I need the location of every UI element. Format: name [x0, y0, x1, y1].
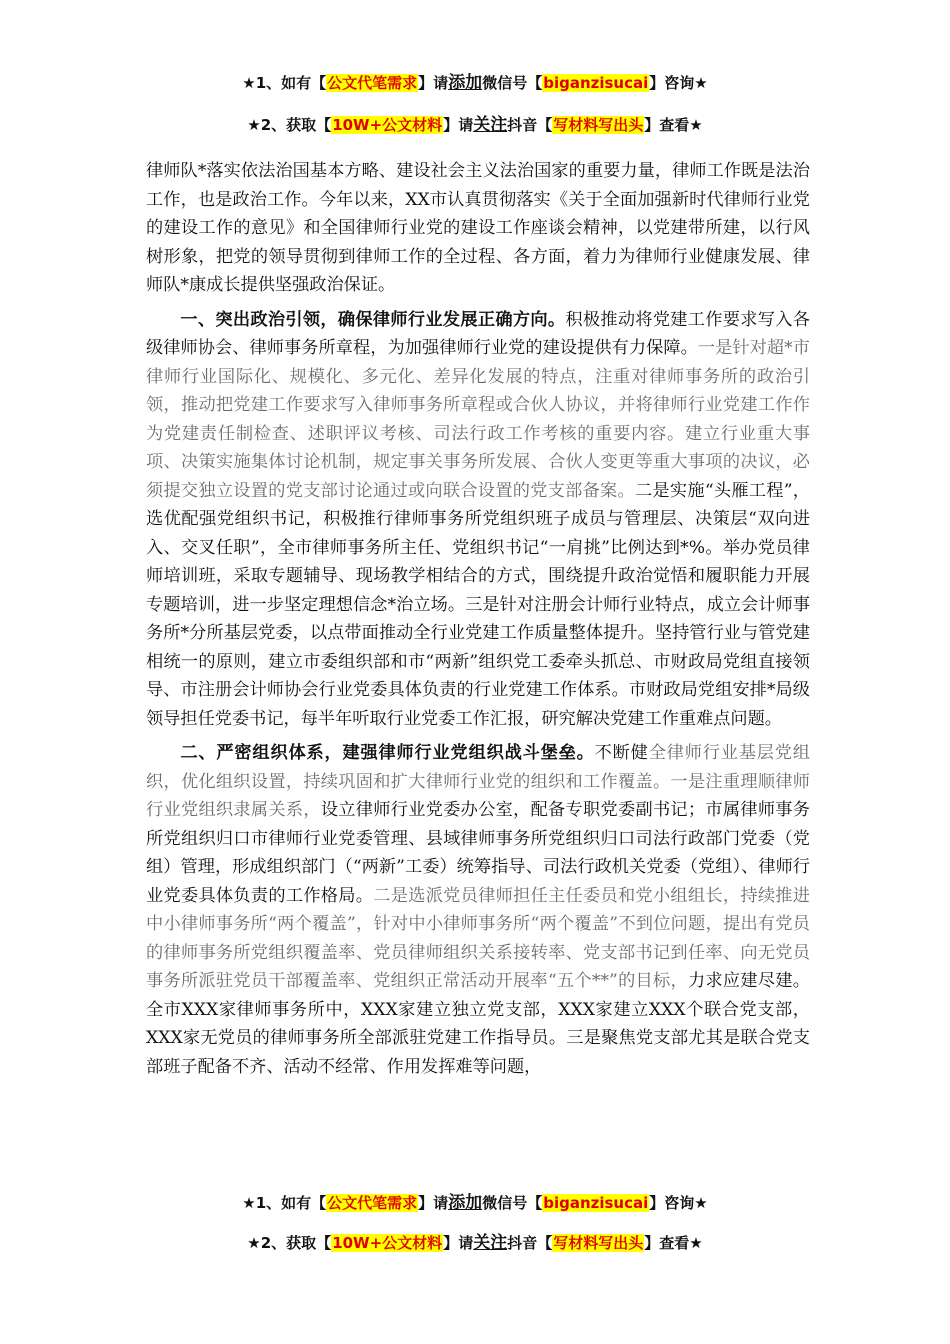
section-2-text-end: 力求应建尽建。全市XXX家律师事务所中，XXX家建立独立党支部，XXX家建立XXX个联合党支部，XXX家无党员的律师事务所全部派驻党建工作指导员。三是聚焦党支部尤其是联合党支部班子配备不齐、活动不经常、作用发挥难等问题，	[146, 971, 810, 1077]
banner-text: 抖音【	[507, 116, 553, 134]
top-banner-consult	[0, 68, 950, 93]
section-1-paragraph	[146, 306, 810, 734]
section-2-text: 不断健	[594, 743, 649, 763]
section-2-paragraph	[146, 739, 810, 1081]
banner-text: 】请	[418, 74, 449, 92]
highlight-douyin-account: 写材料写出头	[553, 116, 644, 134]
bottom-banner-materials	[0, 1228, 950, 1253]
banner-suffix: 】咨询★	[649, 74, 708, 92]
banner-text: 】请	[418, 1194, 449, 1212]
underlined-add: 添加	[448, 1193, 483, 1213]
banner-prefix: ★1、如有【	[242, 74, 327, 92]
highlight-douyin-account: 写材料写出头	[553, 1234, 644, 1252]
section-2-heading: 二、严密组织体系，建强律师行业党组织战斗堡垒。	[180, 743, 595, 763]
highlight-ghostwriting: 公文代笔需求	[327, 1194, 418, 1212]
banner-text: 】请	[443, 116, 474, 134]
banner-suffix: 】查看★	[644, 116, 703, 134]
section-1-heading: 一、突出政治引领，确保律师行业发展正确方向。	[180, 309, 566, 330]
section-1-text-gray: 一是针对超*市律师行业国际化、规模化、多元化、差异化发展的特点，注重对律师事务所的政治引领，推动把党建工作要求写入律师事务所章程或合伙人协议，并将律师行业党建工作作为党建责任制检查、述职评议考核、司法行政工作考核的重要内容。建立行业重大事项、决策实施集体讨论机制，规定事关事务所发展、合伙人变更等重大事项的决议，必须提交独立设置的党支部讨论通过或向联合设置的党支部备案。	[146, 338, 810, 501]
highlight-materials: 10W+公文材料	[332, 1234, 443, 1252]
highlight-wechat-id: biganzisucai	[543, 1194, 649, 1212]
banner-prefix: ★1、如有【	[242, 1194, 327, 1212]
bottom-banner-consult	[0, 1188, 950, 1213]
banner-text: 微信号【	[482, 74, 543, 92]
underlined-follow: 关注	[473, 115, 508, 135]
banner-suffix: 】查看★	[644, 1234, 703, 1252]
banner-prefix: ★2、获取【	[247, 1234, 332, 1252]
section-1-text: 积极推动将党建工作要求写入各级律师协会、律师事务所章程，为加强律师行业党的建设提供有力保障。	[146, 309, 810, 358]
section-1-text-cont: 二是实施“头雁工程”，选优配强党组织书记，积极推行律师事务所党组织班子成员与管理层、决策层“双向进入、交叉任职”，全市律师事务所主任、党组织书记“一肩挑”比例达到*%。举办党员律师培训班，采取专题辅导、现场教学相结合的方式，围绕提升政治觉悟和履职能力开展专题培训，进一步坚定理想信念*治立场。三是针对注册会计师行业特点，成立会计师事务所*分所基层党委，以点带面推动全行业党建工作质量整体提升。坚持管行业与管党建相统一的原则，建立市委组织部和市“两新”组织党工委牵头抓总、市财政局党组直接领导、市注册会计师协会行业党委具体负责的行业党建工作体系。市财政局党组安排*局级领导担任党委书记，每半年听取行业党委工作汇报，研究解决党建工作重难点问题。	[146, 480, 810, 729]
highlight-wechat-id: biganzisucai	[543, 74, 649, 92]
banner-prefix: ★2、获取【	[247, 116, 332, 134]
banner-suffix: 】咨询★	[649, 1194, 708, 1212]
top-banner-materials	[0, 110, 950, 135]
banner-text: 】请	[443, 1234, 474, 1252]
underlined-add: 添加	[448, 73, 483, 93]
banner-text: 微信号【	[482, 1194, 543, 1212]
intro-paragraph: 律师队*落实依法治国基本方略、建设社会主义法治国家的重要力量，律师工作既是法治工作，也是政治工作。今年以来，XX市认真贯彻落实《关于全面加强新时代律师行业党的建设工作的意见》和全国律师行业党的建设工作座谈会精神，以党建带所建，以行风树形象，把党的领导贯彻到律师工作的全过程、各方面，着力为律师行业健康发展、律师队*康成长提供坚强政治保证。	[146, 161, 810, 295]
highlight-ghostwriting: 公文代笔需求	[327, 74, 418, 92]
banner-text: 抖音【	[507, 1234, 553, 1252]
highlight-materials: 10W+公文材料	[332, 116, 443, 134]
section-2-text-gray: 全律师行业基层党组织，优化组织设置，持续巩固和扩大律师行业党的组织和工作覆盖。一是注重理顺律师行业党组织隶属关系，	[146, 743, 810, 820]
section-2-text-cont: 设立律师行业党委办公室，配备专职党委副书记；市属律师事务所党组织归口市律师行业党委管理、县域律师事务所党组织归口司法行政部门党委（党组）管理，形成组织部门（“两新”工委）统筹指导、司法行政机关党委（党组）、律师行业党委具体负责的工作格局。	[146, 800, 810, 906]
document-body	[146, 157, 810, 1081]
section-2-text-gray-2: 二是选派党员律师担任主任委员和党小组组长，持续推进中小律师事务所“两个覆盖”，针对中小律师事务所“两个覆盖”不到位问题，提出有党员的律师事务所党组织覆盖率、党员律师组织关系接转率、党支部书记到任率、向无党员事务所派驻党员干部覆盖率、党组织正常活动开展率“五个**”的目标，	[146, 885, 810, 991]
underlined-follow: 关注	[473, 1233, 508, 1253]
